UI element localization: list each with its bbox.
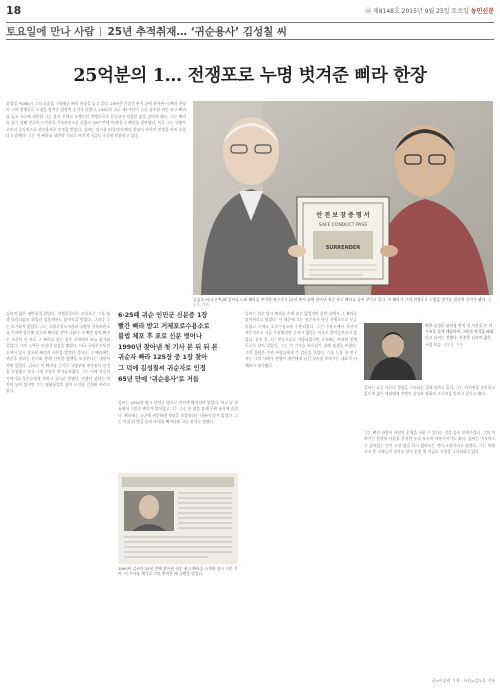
pull-quote-line: 불법 체포 후 포로 신분 벗어나 [118, 333, 202, 341]
article-column-1 [6, 311, 110, 684]
issue-date: ⑭ 제8148호 2015년 9월 25일 토요일 [364, 8, 469, 15]
header-rule [6, 22, 494, 23]
clipping-photo [118, 473, 238, 564]
leaflet-image [297, 197, 389, 285]
pull-quote-line: 빨간 삐라 받고 거제포로수용소로 [118, 322, 210, 330]
portrait-credit: 김도웅 기자 [443, 341, 463, 347]
dateline [365, 6, 494, 15]
leaflet-subtitle: SAFE CONDUCT PASS [318, 223, 368, 228]
portrait-caption [425, 323, 495, 348]
main-photo-credit: 김도웅 기자 [193, 297, 492, 308]
kicker-series: 토요일에 만나 사람 [6, 26, 95, 38]
kicker-divider [100, 27, 101, 36]
section-kicker [6, 24, 287, 39]
article-column-2 [118, 400, 238, 470]
page-number: 18 [6, 4, 22, 17]
main-photo [193, 101, 493, 295]
column-1-text: 김씨의 삶은 평탄하지 않았다. 전쟁포로라는 꼬리표는 그를 평생 따라다녔고 취업과 결혼에서도 불이익을 받았다. 그러나 그는 포기하지 않았다. 그는 국립중앙도서관과 국방부 기록보관소를 수차례 방문해 당시의 삐라를 찾아 나섰다. 수백만 장의 삐라 중 자신이 본 바로 그 삐라를 찾는 일은 사막에서 바늘 찾기와 같았다. 그의 노력은 마침내 결실을 맺었다. 미국 국립문서보관소에서 당시 살포된 삐라의 사본을 발견한 것이다. 그 삐라에는 귀순을 권하는 문구와 함께 안전한 통행을 보장한다는 내용이 적혀 있었다. 김씨는 이 삐라를 근거로 국방부에 귀순용사 인정을 신청했고 결국 그의 주장은 받아들여졌다. 그는 이제 자신의 이야기를 후손들에게 전하고 싶다고 말했다. 전쟁의 상처는 여전히 남아 있지만 그는 평화통일의 날이 오기를 간절히 바라고 있다. [6, 311, 110, 394]
kicker-subject: ‘귀순용사’ 김성칠 씨 [190, 26, 288, 38]
main-photo-caption [193, 297, 493, 308]
pull-quote-line: 6·25때 귀순 인민군 신분증 1장 [118, 312, 208, 319]
column-4-text: 그는 삐라 한장이 사람의 운명을 바꿀 수 있다는 것을 몸소 보여주었다. 그의 이야기는 분단의 아픔을 간직한 우리 모두의 이야기이기도 하다. 김씨는 마지막으로 살아있는 동안 고향 땅을 다시 밟아보는 것이 소원이라고 말했다. 그는 북에 두고 온 가족들의 생사를 알지 못한 채 지금도 고향을 그리워하고 있다. [364, 430, 495, 455]
portrait-caption-text: 북한 김정은 위원장 측이 이 사진을 본 뒤 가족을 찾게 해달라며 그에게 연락을 해왔다고 김씨는 전했다. 사진은 김씨의 젊은 시절 모습. [425, 323, 494, 347]
pull-quote [118, 311, 237, 385]
page-header [0, 0, 500, 22]
lead-paragraph: 김성칠 씨(86)가 그의 목숨을 구원해준 삐라 한장을 들고 있다. 25년간 끈질긴 추적 끝에 찾아낸 이 삐라 한장이 그의 전쟁포로 누명을 벗겨준 결정적 증거가 되었다. 1951년 국군 제1사단이 공중 살포한 귀순 권고 삐라를 들고 국군에 귀순한 그는 휴전 후에도 오랫동안 전쟁포로로 분류되어 억울한 삶을 살아야 했다. 그는 삐라를 찾기 위해 전국의 도서관과 기록보관소를 뒤졌고 25년 만에 마침내 그 삐라를 찾아냈다. 이후 그는 국방부로부터 공식적으로 귀순용사로 인정을 받았다. 김씨는 당시를 떠올리며 삐라 한장이 자신의 인생을 바꿔 놓았다고 말했다. 그는 이 삐라를 집안의 가보로 여기며 지금도 소중히 보관하고 있다. [6, 101, 186, 139]
clipping-caption: 1990년 김씨가 25년 만에 찾아낸 귀순 권고 삐라를 소개한 당시 신문 기사. 이 기사를 계기로 그의 추적은 새 국면을 맞았다. [118, 566, 238, 577]
pull-quote-line: 65년 만에 ‘귀순용사’로 거듭 [118, 375, 199, 383]
pull-quote-line: 1990년 찾아낸 첫 기사 본 뒤 뒤 본 [118, 343, 218, 351]
leaflet-title: 안 전 보 장 증 명 서 [316, 212, 370, 219]
leaflet-label: SURRENDER [325, 245, 361, 251]
article-column-4 [364, 430, 495, 676]
byline: 글=이종락 기자 · 사진=김도웅 기자 [431, 678, 495, 683]
main-photo-caption-text: 김성칠 씨(오른쪽)와 김씨를 도와 삐라를 추적한 연구자가 25년 추적 끝에 찾아낸 귀순 권고 삐라를 들어 보이고 있다. 이 삐라가 그의 전쟁포로 누명을 벗겨준 결정적 증거가 됐다. [193, 297, 487, 302]
portrait-photo [364, 323, 422, 380]
article-lead-text [6, 101, 186, 296]
kicker-topic: 25년 추적취재… [107, 26, 187, 38]
column-3-text: 김씨는 귀순 당시 삐라를 손에 쥐고 있었지만 혼란 속에서 그 삐라를 잃어버리고 말았다. 이 때문에 그는 귀순자가 아닌 전쟁포로로 분류되었고 거제도 포로수용소에 수용되었다. 그는 수용소에서 자신이 귀순자라고 거듭 주장했지만 증거가 없다는 이유로 받아들여지지 않았다. 휴전 후 그는 반공포로로 석방되었지만 기록에는 여전히 전쟁포로로 남아 있었다. 그는 이 기록을 바로잡기 위해 평생을 바쳤다. 그의 집념은 주변 사람들에게 큰 감동을 주었다. 그를 도운 한 연구자는 그의 사례가 전쟁이 개인에게 남긴 상처를 보여주는 대표적 사례라고 평가했다. [245, 311, 357, 368]
article-column-3 [245, 311, 357, 684]
article-column-4-top [364, 385, 495, 425]
headline: 25억분의 1… 전쟁포로 누명 벗겨준 삐라 한장 [73, 66, 427, 86]
kicker-rule [6, 39, 494, 40]
column-4-top-text: 김씨는 요즘 자신의 경험을 기록하는 일에 힘쓰고 있다. 그는 자서전을 준비하고 있으며 젊은 세대에게 전쟁의 참상과 평화의 소중함을 알리고 싶다고 했다. [364, 385, 495, 397]
newspaper-brand: 농민신문 [470, 8, 494, 15]
pull-quote-line: 귀순자 빠라 125장 중 1장 찾아 [118, 354, 208, 362]
pull-quote-line: 그 덕에 김성칠씨 귀순자로 인정 [118, 364, 206, 372]
column-2-text: 김씨는 1951년 당시 인민군 병사로 전선에 배치되어 있었다. 어느 날 하늘에서 수많은 삐라가 떨어졌고 그는 그중 한 장을 몰래 주워 품속에 숨겼다. 삐라에는 국군에 귀순하면 생명을 보장한다는 내용이 담겨 있었다. 그는 며칠 뒤 밤을 틈타 부대를 빠져나와 국군 진지로 향했다. [118, 400, 238, 425]
